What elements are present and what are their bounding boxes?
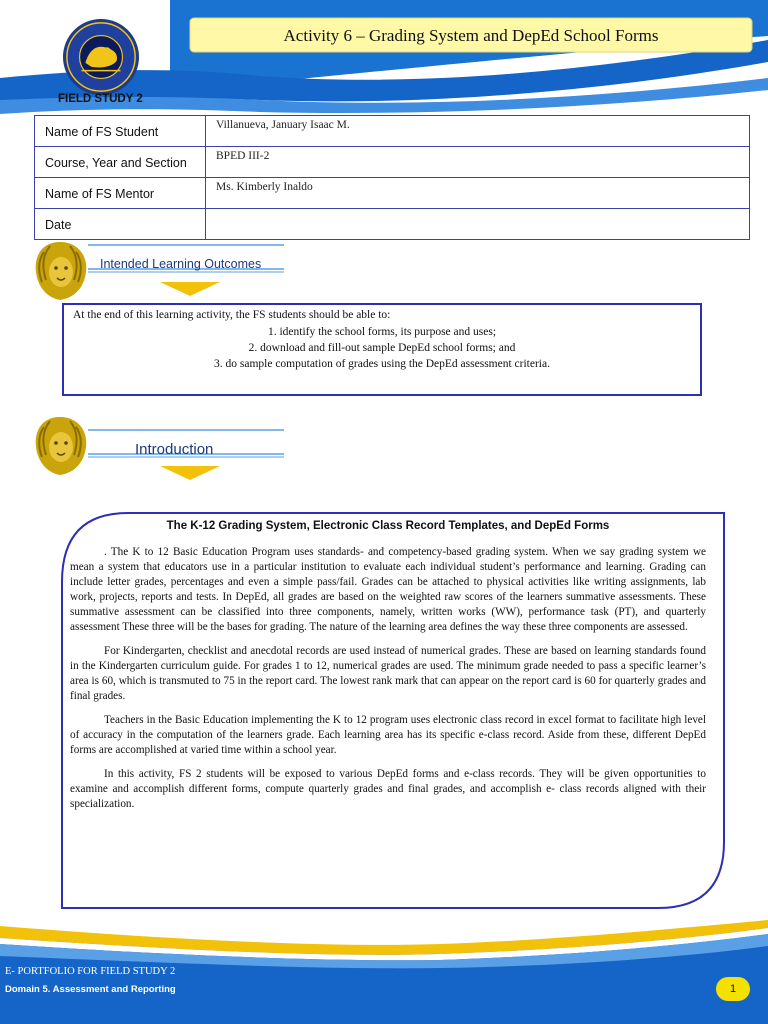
lion-head-icon [30, 238, 90, 302]
footer-portfolio: E- PORTFOLIO FOR FIELD STUDY 2 [5, 966, 176, 977]
ilo-item: 2. download and fill-out sample DepEd school forms; and [248, 342, 516, 354]
page-number: 1 [716, 977, 750, 1001]
section-arrow-icon [160, 466, 220, 482]
ilo-item: 1. identify the school forms, its purpose and uses; [267, 326, 497, 338]
paragraph: In this activity, FS 2 students will be exposed to various DepEd forms and e-class records. They will be given opportunities to examine and accomplish different forms, compute quarterly grades and final grades, and accomplish e- class records aligned with their specialization. [70, 768, 706, 810]
table-row [35, 178, 750, 209]
row-label: Course, Year and Section [35, 147, 206, 178]
introduction-title: Introduction [135, 441, 214, 458]
ilo-intro: At the end of this learning activity, the FS students should be able to: [73, 309, 391, 321]
row-value [206, 209, 750, 240]
table-row [35, 116, 750, 147]
row-label: Date [35, 209, 206, 240]
ilo-box [62, 303, 702, 396]
table-row [35, 209, 750, 240]
introduction-body [70, 519, 706, 821]
introduction-heading: The K-12 Grading System, Electronic Class Record Templates, and DepEd Forms [166, 520, 610, 532]
student-info-table [34, 115, 750, 240]
ilo-item: 3. do sample computation of grades using the DepEd assessment criteria. [214, 358, 550, 370]
row-label: Name of FS Mentor [35, 178, 206, 209]
paragraph: Teachers in the Basic Education implementing the K to 12 program uses electronic class record in excel format to facilitate high level of accuracy in the computation of the learners grade. Each learning area has its specific e-class record. Aside from these, different DepEd forms are accomplished at varied time within a school year. [70, 714, 706, 756]
activity-title: Activity 6 – Grading System and DepEd School Forms [283, 26, 659, 45]
paragraph: For Kindergarten, checklist and anecdotal records are used instead of numerical grades. These are based on learning standards found in the Kindergarten curriculum guide. For grades 1 to 12, numerical grades are used. The minimum grade needed to pass a specific learner’s area is 60, which is transmuted to 75 in the report card. The lowest rank mark that can appear on the report card is 60 for quarterly grades and final grades. [70, 645, 706, 702]
university-seal-logo [62, 18, 140, 96]
ilo-title: Intended Learning Outcomes [100, 257, 262, 271]
field-study-label: FIELD STUDY 2 [58, 93, 143, 105]
row-value: BPED III-2 [206, 147, 750, 178]
paragraph: . The K to 12 Basic Education Program uses standards- and competency-based grading system. When we say grading system we mean a system that educators use in a particular institution to evaluate each individual student’s performance and learning. Grading can include letter grades, percentages and even a simple pass/fail. Grades can be attached to physical activities like writing assignments, lab work, projects, reports and tests. In DepEd, all grades are based on the weighted raw scores of the learners summative assessments. These summative assessment can be classified into three components, namely, written works (WW), performance task (PT), and quarterly assessment These three will be the bases for grading. The nature of the learning area defines the way these three components are assessed. [70, 546, 706, 633]
section-arrow-icon [160, 282, 220, 298]
row-value: Villanueva, January Isaac M. [206, 116, 750, 147]
table-row [35, 147, 750, 178]
footer-domain: Domain 5. Assessment and Reporting [5, 984, 176, 995]
lion-head-icon [30, 413, 90, 477]
row-value: Ms. Kimberly Inaldo [206, 178, 750, 209]
row-label: Name of FS Student [35, 116, 206, 147]
